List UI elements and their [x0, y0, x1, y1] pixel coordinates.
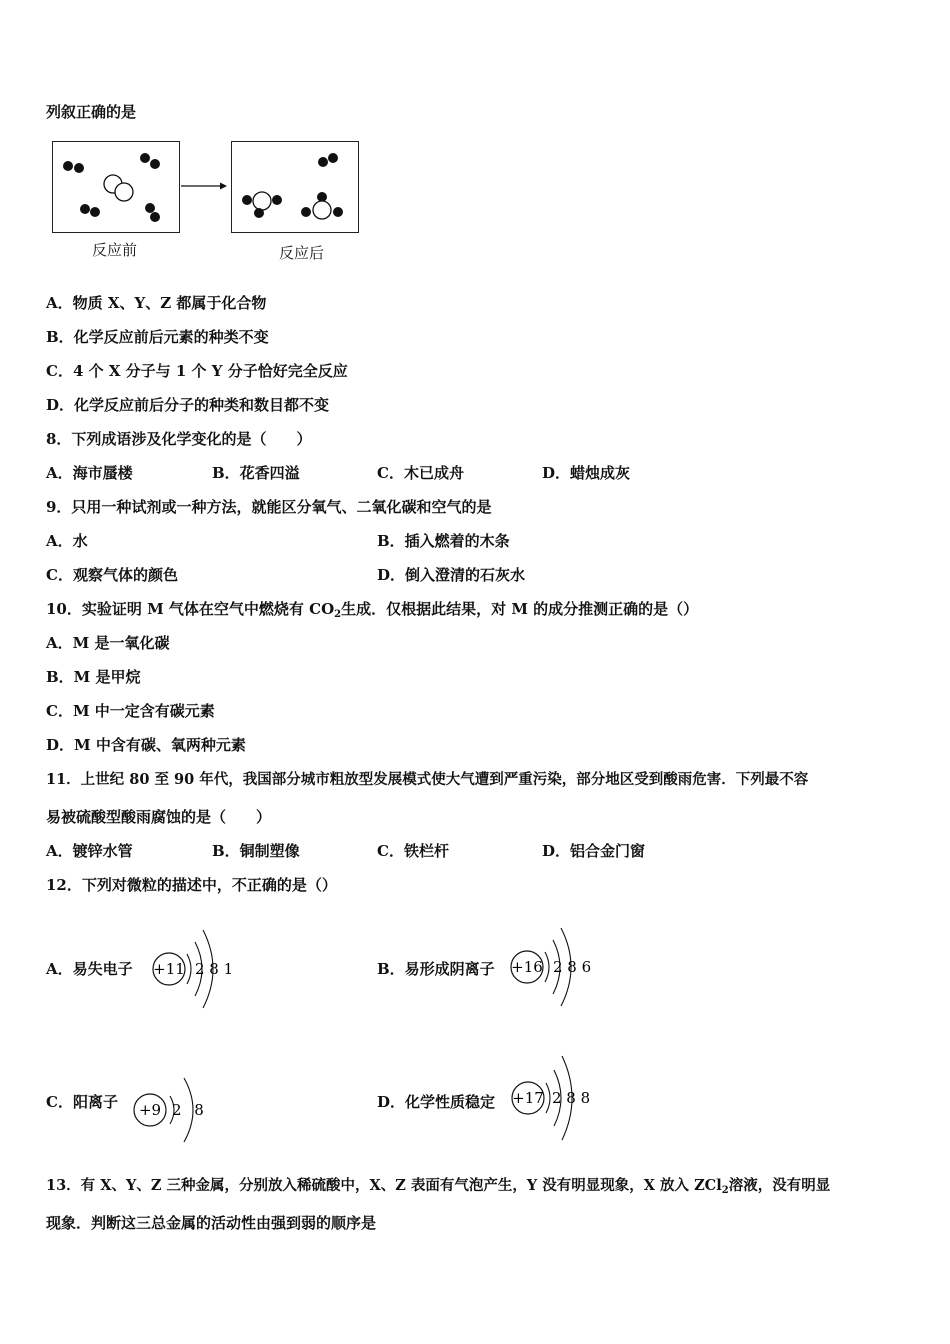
- atom-black: [63, 161, 73, 171]
- q11-option-c: C．铁栏杆: [377, 842, 449, 860]
- q8-option-d: D．蜡烛成灰: [542, 464, 631, 482]
- q7-option-d: D．化学反应前后分子的种类和数目都不变: [46, 396, 330, 414]
- atom-white: [313, 201, 331, 219]
- q10-option-a: A．M 是一氧化碳: [46, 634, 170, 652]
- q10-stem-pre: 10．实验证明 M 气体在空气中燃烧有 CO: [46, 600, 335, 618]
- q9-stem: 9．只用一种试剂或一种方法，就能区分氧气、二氧化碳和空气的是: [46, 498, 492, 516]
- q13-stem-line1-pre: 13．有 X、Y、Z 三种金属，分别放入稀硫酸中，X、Z 表面有气泡产生，Y 没有明显现象，X 放入 ZCl: [46, 1177, 722, 1194]
- atom-black: [150, 159, 160, 169]
- atom-black: [150, 212, 160, 222]
- q13-stem-subscript: 2: [721, 1185, 729, 1196]
- nucleus-label-d: +17: [512, 1089, 544, 1107]
- q12-option-a-text: A．易失电子: [46, 960, 133, 978]
- q9-option-d: D．倒入澄清的石灰水: [377, 566, 526, 584]
- q10-stem-subscript: 2: [334, 609, 342, 620]
- atom-black: [254, 208, 264, 218]
- q11-option-a: A．镀锌水管: [46, 842, 133, 860]
- atom-black: [318, 157, 328, 167]
- atom-structure-c: [128, 1058, 228, 1168]
- nucleus-label-b: +16: [511, 958, 543, 976]
- arrow-head: [220, 183, 227, 190]
- q11-option-d: D．铝合金门窗: [542, 842, 646, 860]
- q9-option-c: C．观察气体的颜色: [46, 566, 178, 584]
- atom-white: [253, 192, 271, 210]
- q13-stem-line1-post: 溶液，没有明显: [728, 1177, 831, 1194]
- q11-stem-line1: 11．上世纪 80 至 90 年代，我国部分城市粗放型发展模式使大气遭到严重污染，部分地区受到酸雨危害．下列最不容: [46, 771, 809, 788]
- q7-option-a: A．物质 X、Y、Z 都属于化合物: [46, 294, 267, 312]
- electron-label-d: 2 8 8: [552, 1089, 591, 1107]
- q8-stem: 8．下列成语涉及化学变化的是（ ）: [46, 430, 312, 448]
- atom-black: [145, 203, 155, 213]
- q10-option-d: D．M 中含有碳、氧两种元素: [46, 736, 246, 754]
- atom-black: [328, 153, 338, 163]
- reaction-molecules: [0, 0, 950, 300]
- q12-stem: 12．下列对微粒的描述中，不正确的是（）: [46, 876, 337, 894]
- q13-stem-line1: [46, 1176, 830, 1201]
- electron-label-b: 2 8 6: [553, 958, 592, 976]
- q10-option-b: B．M 是甲烷: [46, 668, 141, 686]
- q7-option-c: C．4 个 X 分子与 1 个 Y 分子恰好完全反应: [46, 362, 348, 380]
- atom-black: [74, 163, 84, 173]
- q8-option-a: A．海市蜃楼: [46, 464, 133, 482]
- atom-structure-b: [503, 906, 613, 1026]
- atom-black: [272, 195, 282, 205]
- q7-option-b: B．化学反应前后元素的种类不变: [46, 328, 269, 346]
- q8-option-b: B．花香四溢: [212, 464, 300, 482]
- atom-black: [333, 207, 343, 217]
- atom-black: [140, 153, 150, 163]
- atom-black: [301, 207, 311, 217]
- atom-black: [80, 204, 90, 214]
- after-label: 反应后: [279, 244, 325, 262]
- q11-stem-line2: 易被硫酸型酸雨腐蚀的是（ ）: [46, 808, 272, 826]
- q11-option-b: B．铜制塑像: [212, 842, 300, 860]
- atom-white: [115, 183, 133, 201]
- q9-option-b: B．插入燃着的木条: [377, 532, 510, 550]
- q10-stem-post: 生成．仅根据此结果，对 M 的成分推测正确的是（）: [341, 600, 699, 618]
- q9-option-a: A．水: [46, 532, 88, 550]
- q10-stem: [46, 599, 698, 625]
- electron-label-a: 2 8 1: [195, 960, 234, 978]
- nucleus-label-a: +11: [153, 960, 185, 978]
- q12-option-b-text: B．易形成阴离子: [377, 960, 495, 978]
- q7-stem-tail: 列叙正确的是: [46, 103, 137, 121]
- q12-option-d-text: D．化学性质稳定: [377, 1093, 496, 1111]
- q10-option-c: C．M 中一定含有碳元素: [46, 702, 215, 720]
- q13-stem-line2: 现象．判断这三总金属的活动性由强到弱的顺序是: [46, 1214, 377, 1232]
- atom-black: [90, 207, 100, 217]
- nucleus-label-c: +9: [138, 1101, 162, 1119]
- q8-option-c: C．木已成舟: [377, 464, 464, 482]
- atom-structure-a: [145, 908, 255, 1028]
- atom-structure-d: [508, 1038, 618, 1158]
- before-label: 反应前: [92, 241, 138, 259]
- electron-label-c: 2 8: [172, 1101, 204, 1119]
- q12-option-c-text: C．阳离子: [46, 1093, 118, 1111]
- atom-black: [242, 195, 252, 205]
